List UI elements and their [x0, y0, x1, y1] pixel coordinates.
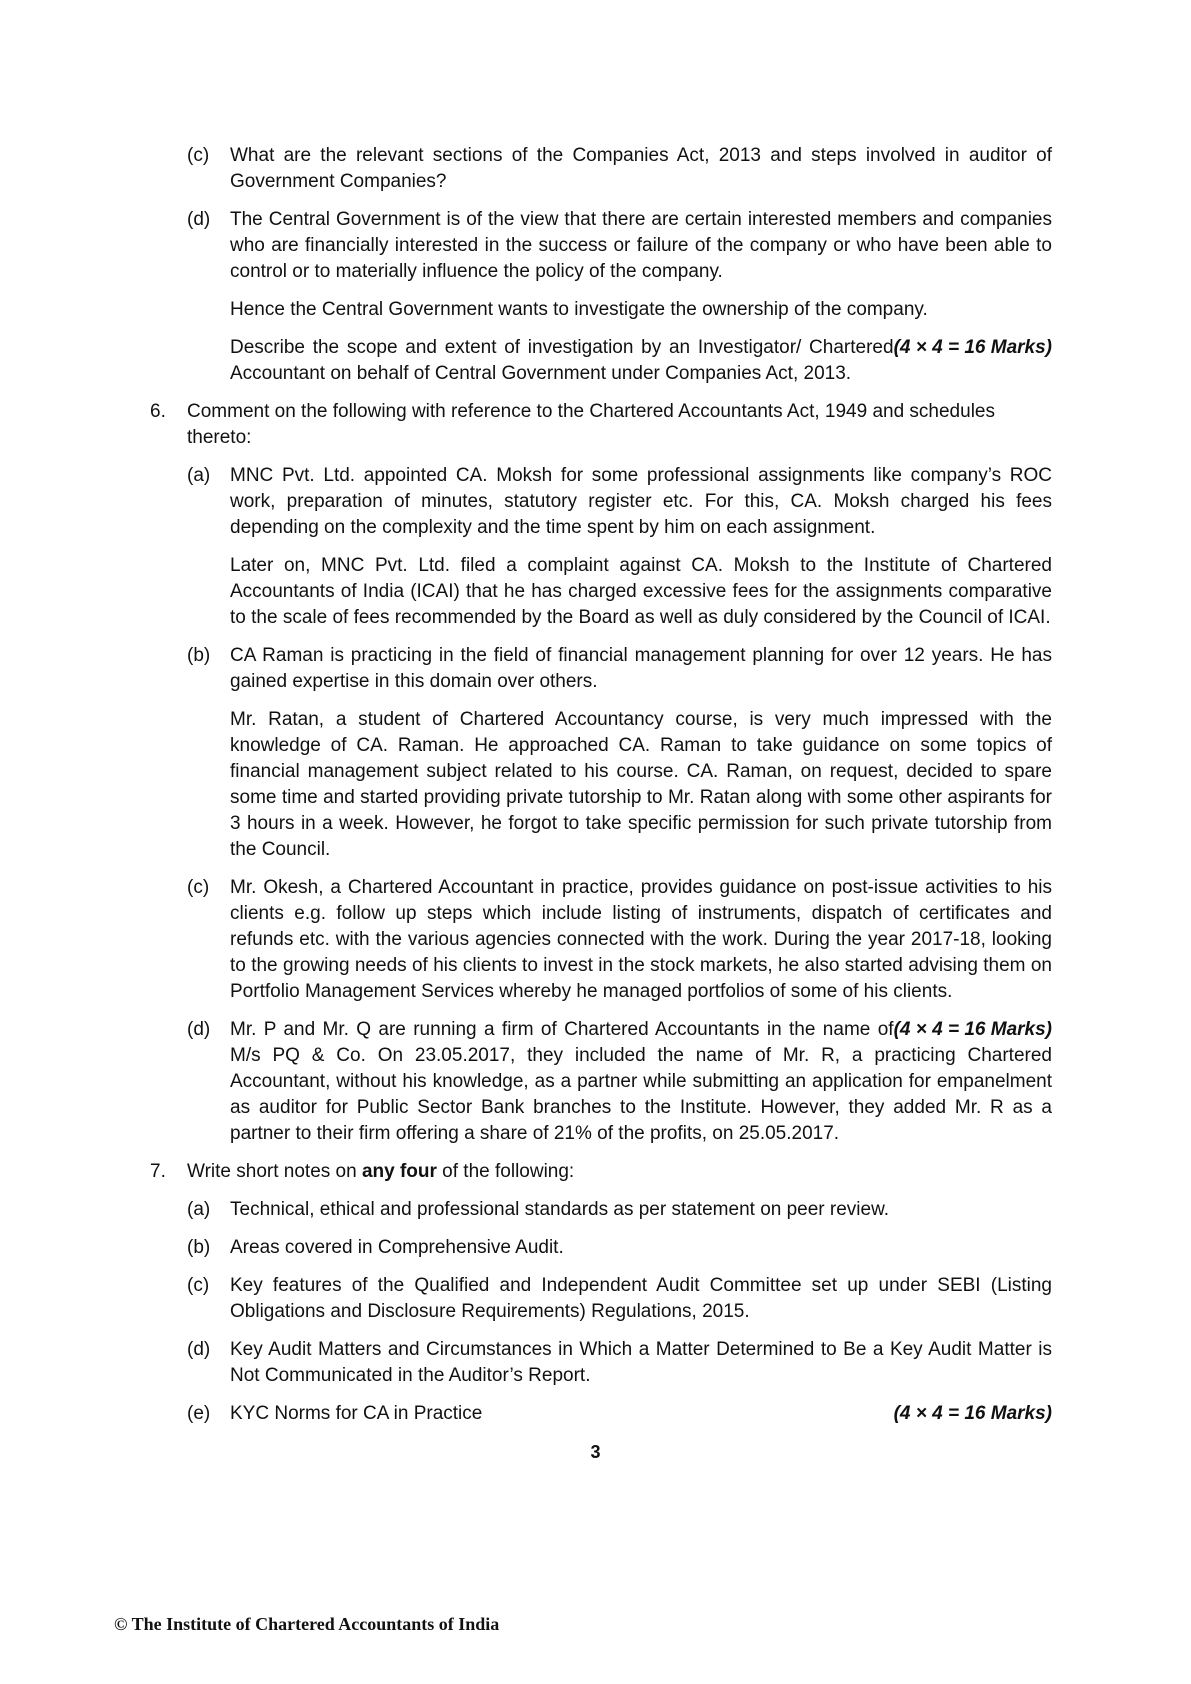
footer-copyright: © The Institute of Chartered Accountants of India — [114, 1614, 500, 1634]
q7-e-text: KYC Norms for CA in Practice — [230, 1403, 483, 1424]
q5-marks: (4 × 4 = 16 Marks) — [893, 337, 1052, 358]
q6-part-d — [187, 1017, 1052, 1147]
q7-part-c — [187, 1273, 1052, 1325]
q7-b-label: (b) — [187, 1237, 211, 1258]
question-7 — [150, 1159, 1052, 1427]
q7-e-para — [230, 1401, 1052, 1427]
q5-d-para-3 — [230, 335, 1052, 387]
question-7-text — [187, 1159, 1052, 1185]
q6-a-para-2: Later on, MNC Pvt. Ltd. filed a complaint against CA. Moksh to the Institute of Chartered Accountants of India (ICAI) that he has charged excessive fees for the assignments comparative to the scale of fees recommended by the Board as well as duly considered by the Council of ICAI. — [230, 555, 1052, 628]
q7-part-a — [187, 1197, 1052, 1223]
q7-part-e — [187, 1401, 1052, 1427]
q6-b-para-1: CA Raman is practicing in the field of financial management planning for over 12 years. He has gained expertise in this domain over others. — [230, 645, 1052, 692]
q7-part-b — [187, 1235, 1052, 1261]
question-6-text: Comment on the following with reference to the Chartered Accountants Act, 1949 and schedules thereto: — [187, 401, 995, 448]
q6-d-label: (d) — [187, 1019, 211, 1040]
q6-a-label: (a) — [187, 465, 211, 486]
page-content — [150, 143, 1052, 1439]
q7-c-label: (c) — [187, 1275, 210, 1296]
q6-marks: (4 × 4 = 16 Marks) — [893, 1019, 1052, 1040]
q5-c-label: (c) — [187, 145, 210, 166]
q5-part-c — [187, 143, 1052, 195]
q5-d-para-3-text: Describe the scope and extent of investigation by an Investigator/ Chartered Accountant on behalf of Central Government under Companies Act, 2013. — [230, 337, 894, 384]
q7-part-d — [187, 1337, 1052, 1389]
q5-d-para-2: Hence the Central Government wants to investigate the ownership of the company. — [230, 299, 928, 320]
q6-part-c — [187, 875, 1052, 1005]
page-number: 3 — [590, 1442, 601, 1462]
q6-d-para — [230, 1017, 1052, 1147]
q7-text-before: Write short notes on — [187, 1161, 362, 1182]
q7-b-text: Areas covered in Comprehensive Audit. — [230, 1237, 564, 1258]
q7-text-bold: any four — [361, 1161, 437, 1182]
q6-b-para-2: Mr. Ratan, a student of Chartered Accountancy course, is very much impressed with the knowledge of CA. Raman. He approached CA. Raman to take guidance on some topics of financial management subject related to his course. CA. Raman, on request, decided to spare some time and started providing private tutorship to Mr. Ratan along with some other aspirants for 3 hours in a week. However, he forgot to take specific permission for such private tutorship from the Council. — [230, 709, 1052, 860]
q7-a-label: (a) — [187, 1199, 211, 1220]
q7-marks: (4 × 4 = 16 Marks) — [893, 1403, 1052, 1424]
question-7-number: 7. — [150, 1161, 166, 1182]
q7-d-text: Key Audit Matters and Circumstances in Which a Matter Determined to Be a Key Audit Matter is Not Communicated in the Auditor’s Report. — [230, 1339, 1052, 1386]
q6-part-a — [187, 463, 1052, 631]
q6-d-text: Mr. P and Mr. Q are running a firm of Chartered Accountants in the name of M/s PQ & Co. On 23.05.2017, they included the name of Mr. R, a practicing Chartered Accountant, without his knowledge, as a partner while submitting an application for empanelment as auditor for Public Sector Bank branches to the Institute. However, they added Mr. R as a partner to their firm offering a share of 21% of the profits, on 25.05.2017. — [230, 1019, 1052, 1144]
question-6-number: 6. — [150, 401, 166, 422]
q5-d-label: (d) — [187, 209, 211, 230]
q7-text-after: of the following: — [436, 1161, 575, 1182]
q7-d-label: (d) — [187, 1339, 211, 1360]
q5-d-para-1: The Central Government is of the view that there are certain interested members and companies who are financially interested in the success or failure of the company or who have been able to control or to materially influence the policy of the company. — [230, 209, 1052, 282]
q6-a-para-1: MNC Pvt. Ltd. appointed CA. Moksh for some professional assignments like company’s ROC work, preparation of minutes, statutory register etc. For this, CA. Moksh charged his fees depending on the complexity and the time spent by him on each assignment. — [230, 465, 1052, 538]
q6-c-label: (c) — [187, 877, 210, 898]
q6-b-label: (b) — [187, 645, 211, 666]
q5-part-d — [187, 207, 1052, 387]
q7-c-text: Key features of the Qualified and Independent Audit Committee set up under SEBI (Listing Obligations and Disclosure Requirements) Regulations, 2015. — [230, 1275, 1052, 1322]
q7-a-text: Technical, ethical and professional standards as per statement on peer review. — [230, 1199, 890, 1220]
q5-c-text: What are the relevant sections of the Companies Act, 2013 and steps involved in auditor of Government Companies? — [230, 145, 1052, 192]
q6-c-text: Mr. Okesh, a Chartered Accountant in practice, provides guidance on post-issue activities to his clients e.g. follow up steps which include listing of instruments, dispatch of certificates and refunds etc. with the various agencies connected with the work. During the year 2017-18, looking to the growing needs of his clients to invest in the stock markets, he also started advising them on Portfolio Management Services whereby he managed portfolios of some of his clients. — [230, 877, 1052, 1002]
q7-e-label: (e) — [187, 1403, 211, 1424]
question-6 — [150, 399, 1052, 1147]
q6-part-b — [187, 643, 1052, 863]
